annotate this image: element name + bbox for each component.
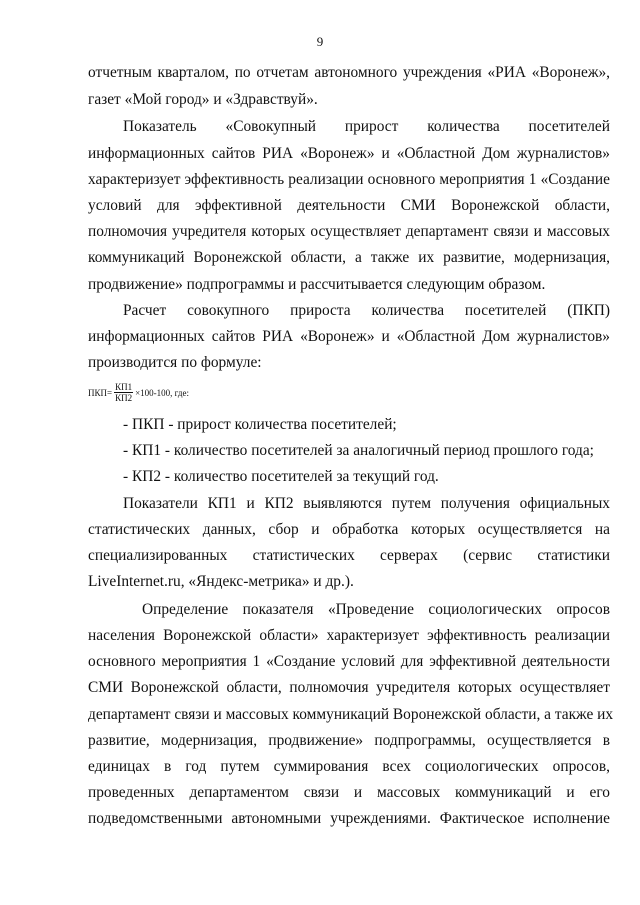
text-line: СМИ Воронежской области, полномочия учредителя которых осуществляет: [88, 679, 610, 696]
formula-fraction: [114, 382, 133, 403]
text-line: проведенных департаментом связи и массовых коммуникаций и его: [88, 784, 610, 801]
text-line: - КП2 - количество посетителей за текущий год.: [123, 468, 439, 485]
text-line: подведомственными автономными учреждениями. Фактическое исполнение: [88, 810, 610, 827]
text-line: развитие, модернизация, продвижение» подпрограммы, осуществляется в: [88, 732, 610, 749]
text-line: Показатели КП1 и КП2 выявляются путем получения официальных: [123, 495, 610, 512]
formula-rhs: ×100-100, где:: [135, 387, 189, 398]
text-line: информационных сайтов РИА «Воронеж» и «Областной Дом журналистов»: [88, 145, 610, 162]
text-line: Расчет совокупного прироста количества посетителей (ПКП): [123, 302, 610, 319]
text-line: условий для эффективной деятельности СМИ Воронежской области,: [88, 197, 610, 214]
text-line: департамент связи и массовых коммуникаций Воронежской области, а также их: [88, 706, 614, 723]
text-line: населения Воронежской области» характеризует эффективность реализации: [88, 627, 610, 644]
text-line: полномочия учредителя которых осуществляет департамент связи и массовых: [88, 223, 610, 240]
text-line: статистических данных, сбор и обработка которых осуществляется на: [88, 521, 610, 538]
formula-denominator: КП2: [115, 393, 133, 403]
text-line: специализированных статистических серверах (сервис статистики: [88, 547, 610, 564]
text-line: продвижение» подпрограммы и рассчитывается следующим образом.: [88, 276, 546, 293]
text-line: информационных сайтов РИА «Воронеж» и «Областной Дом журналистов»: [88, 328, 610, 345]
text-line: отчетным кварталом, по отчетам автономного учреждения «РИА «Воронеж»,: [88, 64, 610, 81]
text-line: Определение показателя «Проведение социологических опросов: [142, 601, 610, 618]
formula: [88, 382, 189, 403]
text-line: характеризует эффективность реализации основного мероприятия 1 «Создание: [88, 171, 610, 188]
text-line: единицах в год путем суммирования всех социологических опросов,: [88, 758, 610, 775]
page-number: 9: [316, 34, 324, 49]
formula-lhs: ПКП=: [88, 387, 113, 398]
text-line: - ПКП - прирост количества посетителей;: [123, 416, 397, 433]
text-line: коммуникаций Воронежской области, а также их развитие, модернизация,: [88, 249, 610, 266]
text-line: основного мероприятия 1 «Создание условий для эффективной деятельности: [88, 653, 610, 670]
text-line: производится по формуле:: [88, 354, 262, 371]
text-line: газет «Мой город» и «Здравствуй».: [88, 91, 318, 108]
text-line: LiveInternet.ru, «Яндекс-метрика» и др.).: [88, 573, 354, 590]
text-line: Показатель «Совокупный прирост количества посетителей: [123, 118, 610, 135]
text-line: - КП1 - количество посетителей за аналогичный период прошлого года;: [123, 442, 594, 459]
formula-numerator: КП1: [115, 382, 133, 392]
